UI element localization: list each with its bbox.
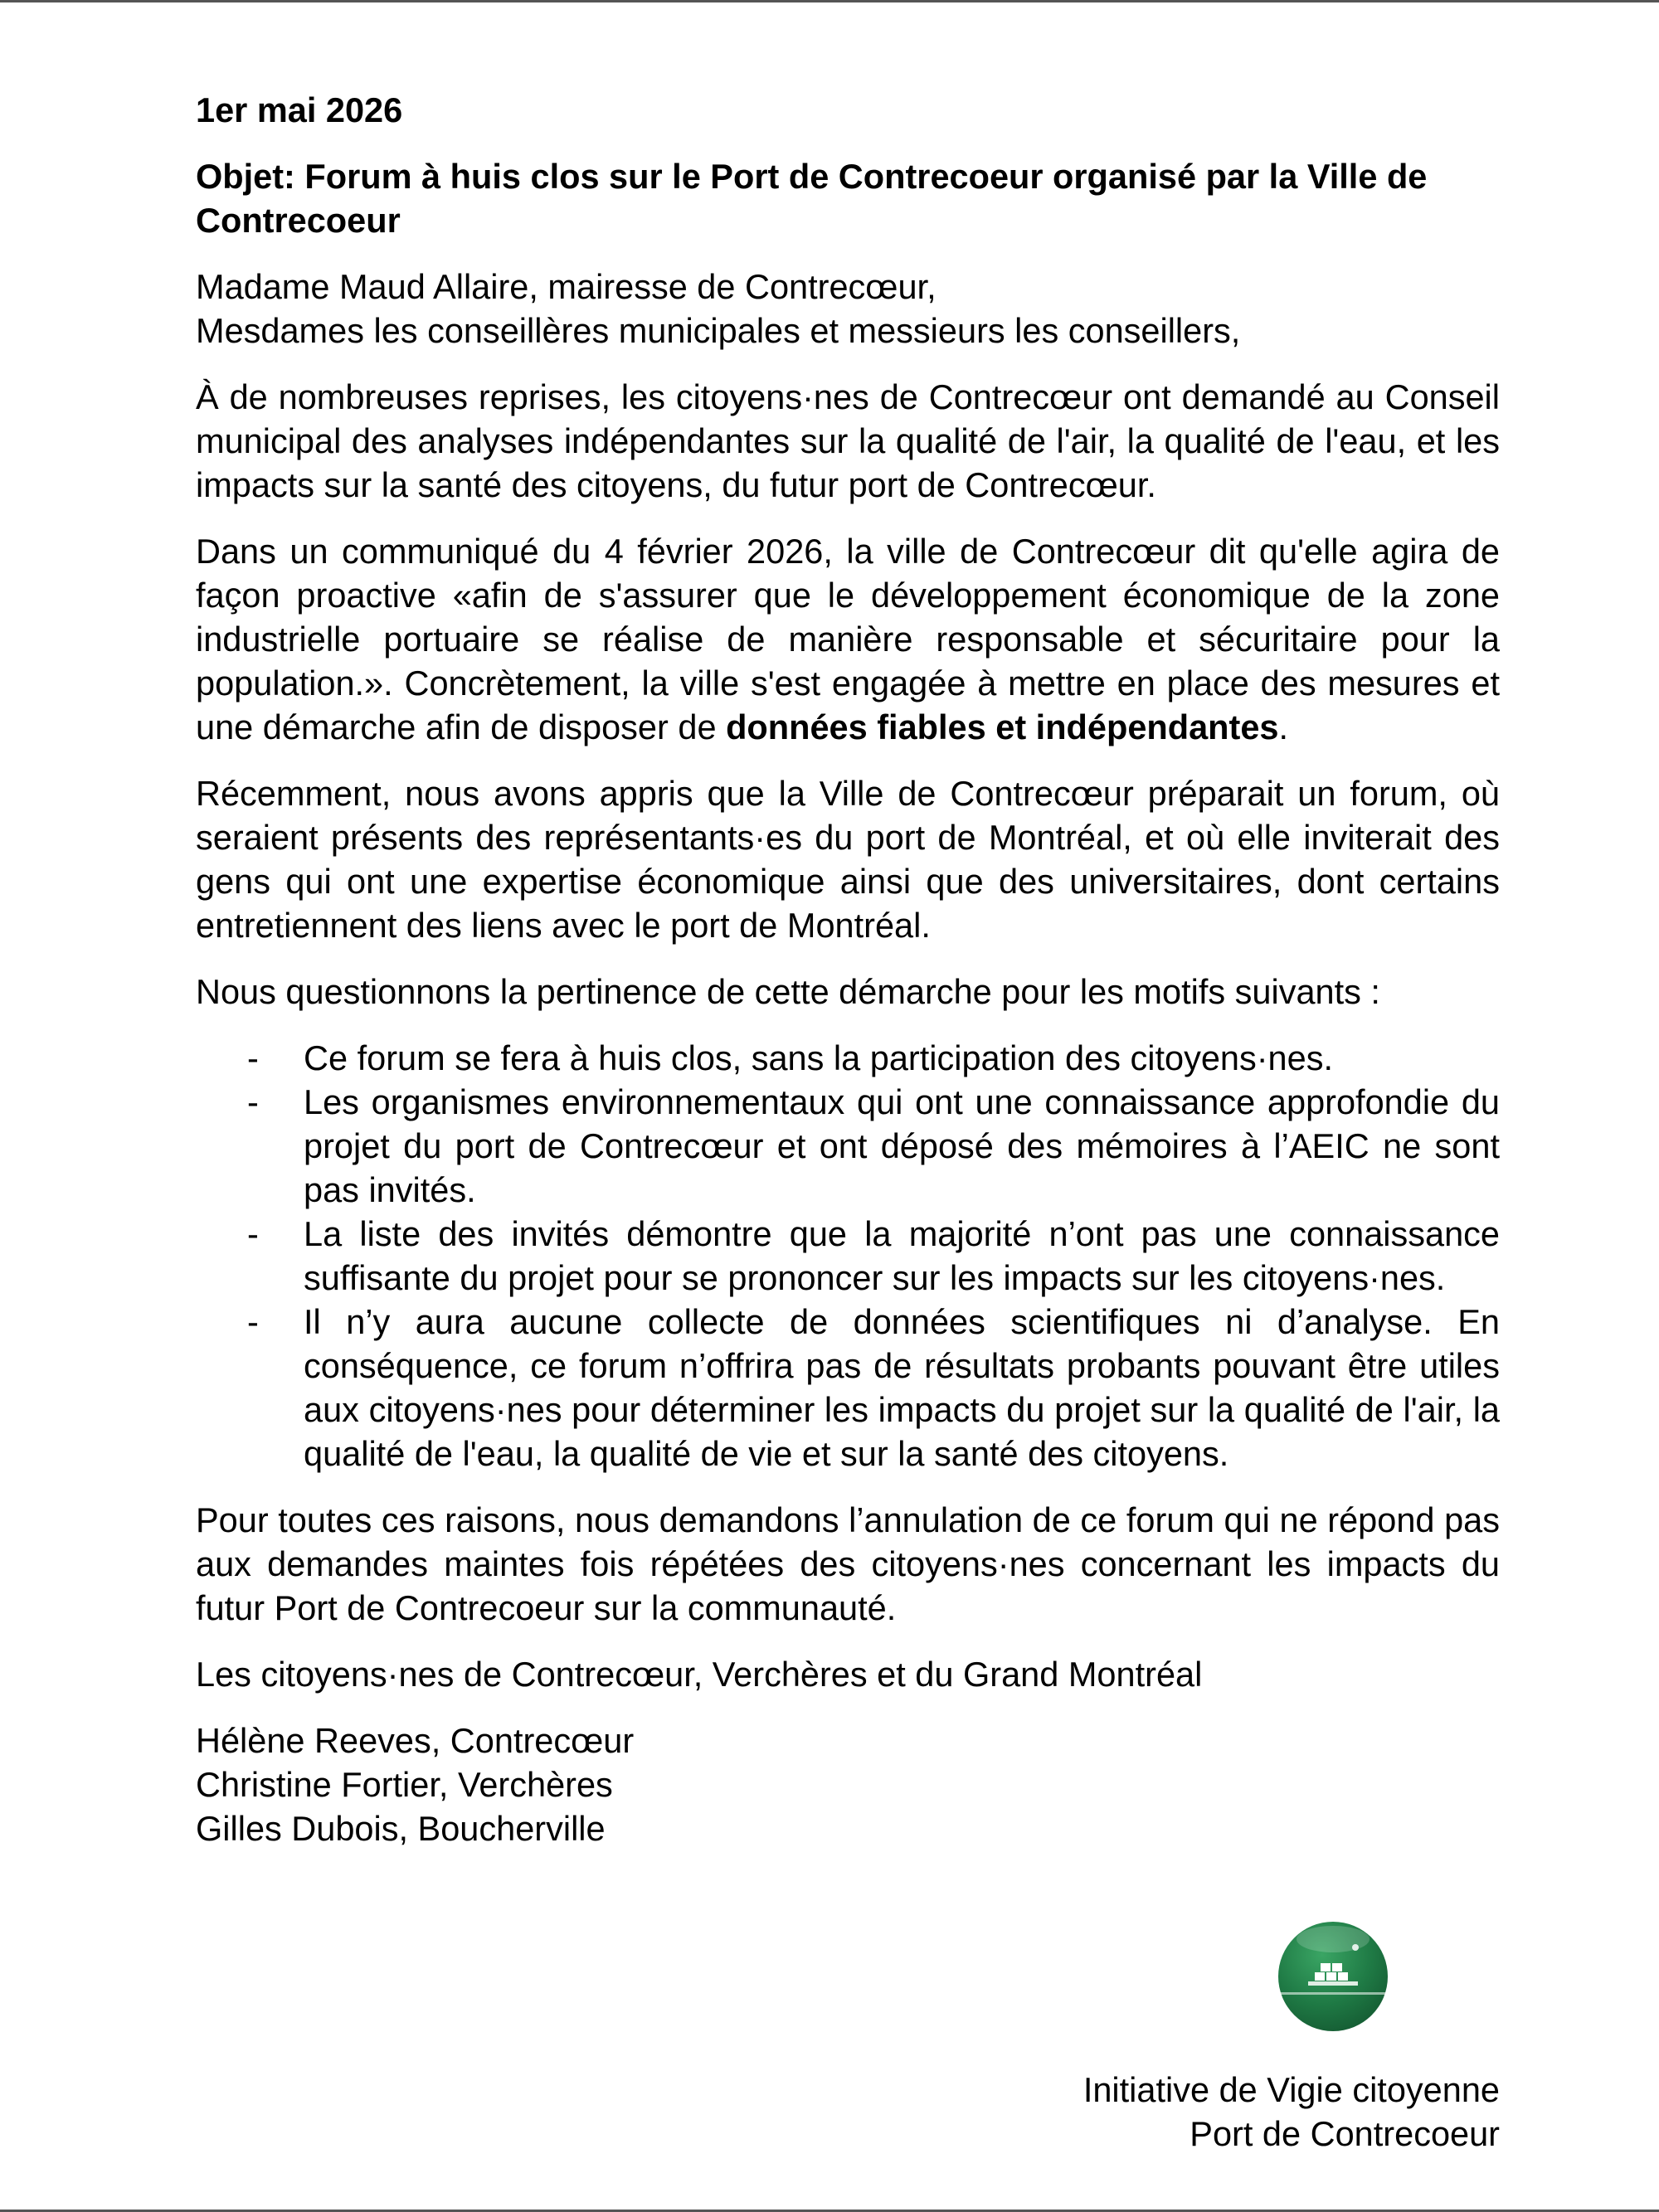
paragraph-3: Récemment, nous avons appris que la Ville de Contrecœur préparait un forum, où seraient présents des représentants·es du port de Montréal, et où elle inviterait des gens qui ont une expertise économique ainsi que des universitaires, dont certains entretiennent des liens avec le port de Montréal. bbox=[196, 774, 1500, 945]
closing: Les citoyens·nes de Contrecœur, Verchères et du Grand Montréal bbox=[196, 1655, 1203, 1694]
organization-name-line-1: Initiative de Vigie citoyenne bbox=[1082, 2070, 1500, 2109]
salutation-line-2: Mesdames les conseillères municipales et messieurs les conseillers, bbox=[196, 311, 1241, 350]
letter-subject bbox=[196, 154, 1500, 242]
paragraph-1: À de nombreuses reprises, les citoyens·nes de Contrecœur ont demandé au Conseil municipal des analyses indépendantes sur la qualité de l'air, la qualité de l'eau, et les impacts sur la santé des citoyens, du futur port de Contrecœur. bbox=[196, 377, 1500, 504]
salutation bbox=[196, 265, 1500, 352]
salutation-line-1: Madame Maud Allaire, mairesse de Contrecœur, bbox=[196, 267, 937, 306]
motif-item bbox=[247, 1080, 1500, 1212]
signatories bbox=[196, 1719, 1500, 1850]
paragraph-2-text: Dans un communiqué du 4 février 2026, la ville de Contrecœur dit qu'elle agira de façon proactive «afin de s'assurer que le développement économique de la zone industrielle portuaire se réalise de manière responsable et sécuritaire pour la population.». Concrètement, la ville s'est engagée à mettre en place des mesures et une démarche afin de disposer de bbox=[196, 532, 1500, 746]
paragraph-2-end: . bbox=[1278, 707, 1289, 746]
signatory: Hélène Reeves, Contrecœur bbox=[196, 1721, 635, 1760]
signatory: Christine Fortier, Verchères bbox=[196, 1765, 613, 1804]
bullet-dash: - bbox=[247, 1038, 259, 1077]
port-cargo-logo-icon bbox=[1277, 1921, 1389, 2032]
motif-text: Ce forum se fera à huis clos, sans la participation des citoyens·nes. bbox=[304, 1038, 1333, 1077]
letter-body bbox=[196, 88, 1500, 1873]
paragraph-2-emphasis: données fiables et indépendantes bbox=[726, 707, 1279, 746]
paragraph-5: Pour toutes ces raisons, nous demandons l’annulation de ce forum qui ne répond pas aux demandes maintes fois répétées des citoyens·nes concernant les impacts du futur Port de Contrecoeur sur la communauté. bbox=[196, 1500, 1500, 1627]
subject-line-2: Contrecoeur bbox=[196, 201, 401, 240]
subject-line-1: Objet: Forum à huis clos sur le Port de Contrecoeur organisé par la Ville de bbox=[196, 157, 1428, 196]
motif-item bbox=[247, 1212, 1500, 1300]
organization-name-line-2: Port de Contrecoeur bbox=[1190, 2114, 1500, 2153]
paragraph-2 bbox=[196, 529, 1500, 749]
motif-text: La liste des invités démontre que la majorité n’ont pas une connaissance suffisante du projet pour se prononcer sur les impacts sur les citoyens·nes. bbox=[304, 1214, 1500, 1297]
letter-date: 1er mai 2026 bbox=[196, 90, 403, 129]
motif-text: Il n’y aura aucune collecte de données scientifiques ni d’analyse. En conséquence, ce forum n’offrira pas de résultats probants pouvant être utiles aux citoyens·nes pour déterminer les impacts du projet sur la qualité de l'air, la qualité de l'eau, la qualité de vie et sur la santé des citoyens. bbox=[304, 1302, 1500, 1473]
bullet-dash: - bbox=[247, 1214, 259, 1253]
motif-item bbox=[247, 1036, 1500, 1080]
organization-name bbox=[1083, 2068, 1500, 2156]
motif-text: Les organismes environnementaux qui ont une connaissance approfondie du projet du port de Contrecœur et ont déposé des mémoires à l’AEIC ne sont pas invités. bbox=[304, 1082, 1500, 1209]
signatory: Gilles Dubois, Boucherville bbox=[196, 1809, 606, 1848]
bullet-dash: - bbox=[247, 1302, 259, 1341]
bullet-dash: - bbox=[247, 1082, 259, 1121]
motifs-list bbox=[196, 1036, 1500, 1475]
motif-item bbox=[247, 1300, 1500, 1475]
paragraph-4: Nous questionnons la pertinence de cette démarche pour les motifs suivants : bbox=[196, 972, 1380, 1011]
